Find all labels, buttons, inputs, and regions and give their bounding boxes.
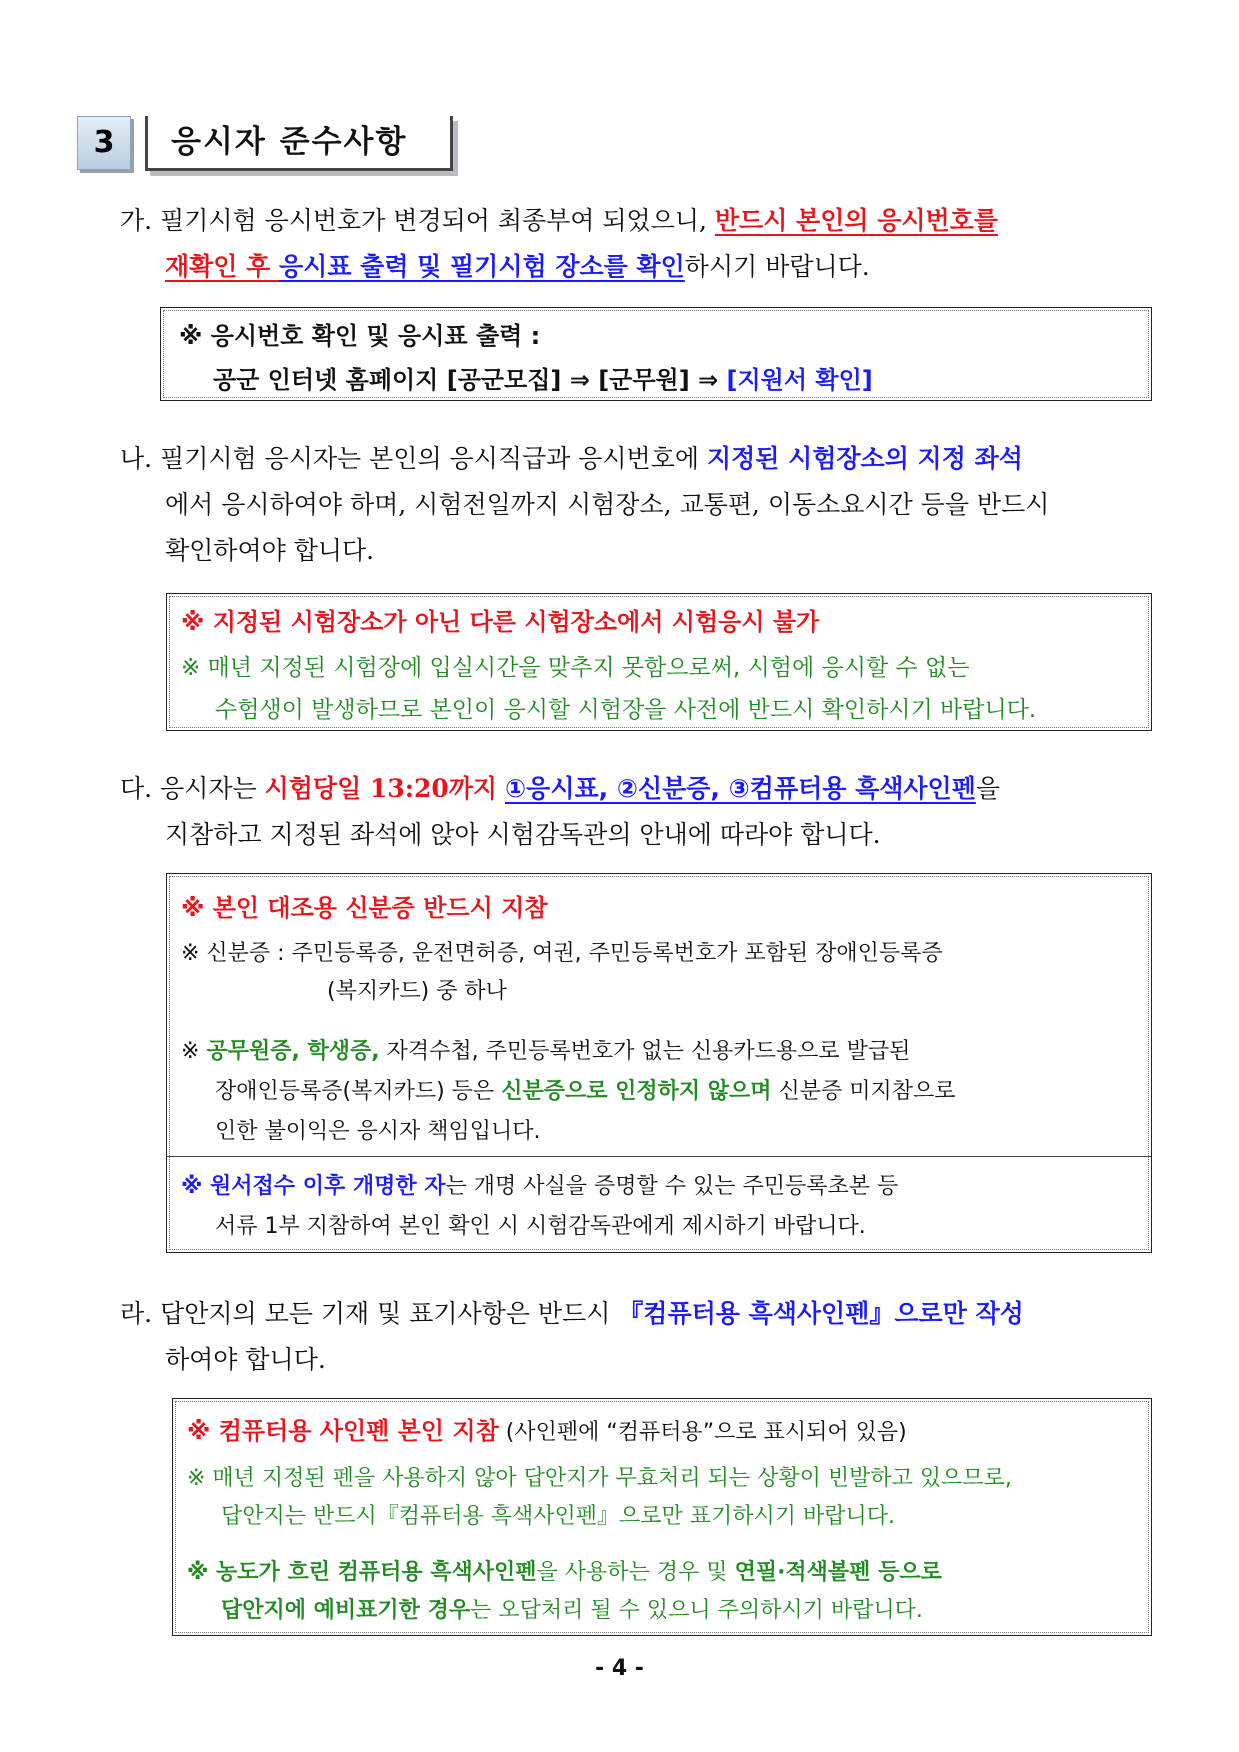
ra-box-green-2: 연필·적색볼펜 등으로 bbox=[734, 1560, 942, 1585]
da-box-line-1: ※ 본인 대조용 신분증 반드시 지참 bbox=[181, 894, 548, 922]
da-box-text-5a: 장애인등록증(복지카드) 등은 bbox=[215, 1079, 502, 1104]
ga-text-1: 필기시험 응시번호가 변경되어 최종부여 되었으니, bbox=[160, 206, 715, 235]
ga-text-2: 하시기 바랍니다. bbox=[684, 252, 870, 281]
ra-box-red: ※ 컴퓨터용 사인펜 본인 지참 bbox=[187, 1417, 499, 1445]
da-box-blue: ※ 원서접수 이후 개명한 자 bbox=[181, 1174, 446, 1199]
da-box-line-7 bbox=[181, 1169, 898, 1200]
ga-emphasis-3: 응시표 출력 및 필기시험 장소를 확인 bbox=[279, 252, 685, 281]
ga-box-path: 공군 인터넷 홈페이지 [공군모집] ⇒ [군무원] ⇒ bbox=[213, 366, 727, 394]
ra-box-text-1: (사인펜에 “컴퓨터용”으로 표시되어 있음) bbox=[498, 1420, 907, 1445]
ra-box-line-5 bbox=[221, 1593, 923, 1624]
ga-box-line-1: ※ 응시번호 확인 및 응시표 출력 : bbox=[179, 322, 541, 350]
da-text-2: 을 bbox=[975, 774, 1001, 803]
da-box-green-1: 공무원증, 학생증, bbox=[206, 1039, 380, 1064]
da-box-line-6: 인한 불이익은 응시자 책임입니다. bbox=[215, 1119, 541, 1144]
ga-box-link: [지원서 확인] bbox=[726, 366, 873, 394]
da-box-line-3: (복지카드) 중 하나 bbox=[327, 979, 507, 1004]
ra-box-text-5: 는 오답처리 될 수 있으니 주의하시기 바랍니다. bbox=[470, 1598, 923, 1623]
ra-box-text-4: 을 사용하는 경우 및 bbox=[536, 1560, 735, 1585]
na-text-1: 필기시험 응시자는 본인의 응시직급과 응시번호에 bbox=[160, 444, 707, 473]
paragraph-da bbox=[120, 766, 1160, 858]
section-header bbox=[77, 116, 457, 174]
ra-box-green-3: 답안지에 예비표기한 경우 bbox=[221, 1598, 471, 1623]
da-box-line-5 bbox=[215, 1074, 956, 1105]
da-box-line-2: ※ 신분증 : 주민등록증, 운전면허증, 여권, 주민등록번호가 포함된 장애인등록증 bbox=[181, 941, 943, 966]
ga-emphasis-1: 반드시 본인의 응시번호를 bbox=[714, 206, 998, 235]
marker-ga: 가. bbox=[120, 206, 153, 235]
section-title-box bbox=[145, 116, 453, 171]
da-box-line-8: 서류 1부 지참하여 본인 확인 시 시험감독관에게 제시하기 바랍니다. bbox=[215, 1214, 866, 1239]
section-title: 응시자 준수사항 bbox=[171, 124, 408, 160]
page-number: - 4 - bbox=[595, 1656, 644, 1681]
da-text-3: 지참하고 지정된 좌석에 앉아 시험감독관의 안내에 따라야 합니다. bbox=[165, 820, 881, 849]
na-box-line-3: 수험생이 발생하므로 본인이 응시할 시험장을 사전에 반드시 확인하시기 바랍니다. bbox=[215, 697, 1037, 723]
ga-emphasis-2: 재확인 후 bbox=[165, 252, 280, 281]
ra-box-line-3: 답안지는 반드시『컴퓨터용 흑색사인펜』으로만 표기하시기 바랍니다. bbox=[221, 1504, 896, 1529]
da-box-text-7: 는 개명 사실을 증명할 수 있는 주민등록초본 등 bbox=[445, 1174, 899, 1199]
ga-box-line-2 bbox=[213, 360, 873, 395]
ra-text-1: 답안지의 모든 기재 및 표기사항은 반드시 bbox=[160, 1299, 619, 1328]
da-emphasis-1: 시험당일 13:20까지 bbox=[264, 774, 498, 803]
ra-box-line-2: ※ 매년 지정된 펜을 사용하지 않아 답안지가 무효처리 되는 상황이 빈발하고 있으므로, bbox=[187, 1466, 1012, 1491]
na-box-line-1: ※ 지정된 시험장소가 아닌 다른 시험장소에서 시험응시 불가 bbox=[181, 608, 820, 636]
notice-box-ga bbox=[160, 307, 1152, 401]
da-text-1: 응시자는 bbox=[160, 774, 265, 803]
ra-text-2: 하여야 합니다. bbox=[165, 1345, 326, 1374]
da-box-green-2: 신분증으로 인정하지 않으며 bbox=[501, 1079, 772, 1104]
ra-box-green-1: ※ 농도가 흐린 컴퓨터용 흑색사인펜 bbox=[187, 1560, 537, 1585]
notice-box-na bbox=[166, 593, 1152, 731]
notice-box-ra bbox=[172, 1398, 1152, 1636]
da-box-line-4 bbox=[181, 1034, 910, 1065]
da-box-mark: ※ bbox=[181, 1039, 207, 1064]
da-emphasis-2: ①응시표, ②신분증, ③컴퓨터용 흑색사인펜 bbox=[505, 774, 976, 803]
notice-box-da bbox=[166, 873, 1152, 1253]
marker-ra: 라. bbox=[120, 1299, 153, 1328]
marker-da: 다. bbox=[120, 774, 153, 803]
da-box-text-4: 자격수첩, 주민등록번호가 없는 신용카드용으로 발급된 bbox=[379, 1039, 911, 1064]
paragraph-ra bbox=[120, 1291, 1160, 1383]
marker-na: 나. bbox=[120, 444, 153, 473]
da-box-divider bbox=[167, 1156, 1151, 1157]
na-text-3: 확인하여야 합니다. bbox=[165, 536, 375, 565]
ra-box-line-4 bbox=[187, 1555, 942, 1586]
paragraph-ga bbox=[120, 198, 1160, 290]
section-number: 3 bbox=[77, 116, 131, 170]
na-box-line-2: ※ 매년 지정된 시험장에 입실시간을 맞추지 못함으로써, 시험에 응시할 수 없는 bbox=[181, 655, 970, 681]
na-emphasis: 지정된 시험장소의 지정 좌석 bbox=[706, 444, 1023, 473]
da-box-text-5c: 신분증 미지참으로 bbox=[771, 1079, 956, 1104]
ra-box-line-1 bbox=[187, 1411, 907, 1446]
ra-emphasis: 『컴퓨터용 흑색사인펜』으로만 작성 bbox=[618, 1299, 1024, 1328]
na-text-2: 에서 응시하여야 하며, 시험전일까지 시험장소, 교통편, 이동소요시간 등을 반드시 bbox=[165, 490, 1050, 519]
paragraph-na bbox=[120, 436, 1160, 574]
